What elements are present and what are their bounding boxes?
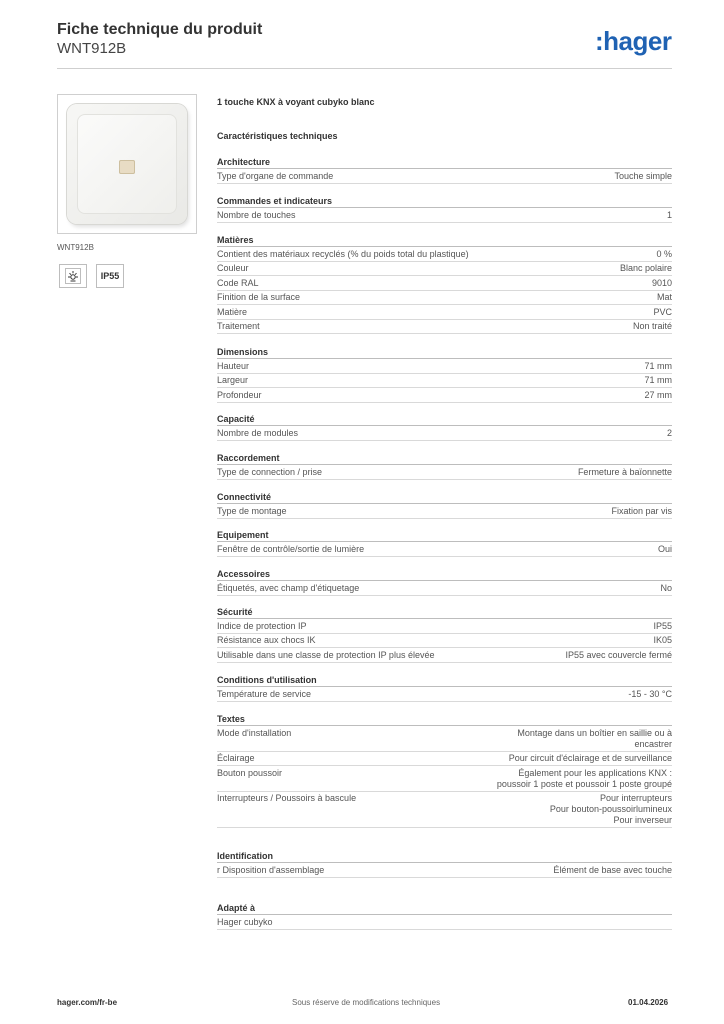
spec-section xyxy=(217,156,672,184)
spec-value: Touche simple xyxy=(614,170,672,181)
spec-value: 0 % xyxy=(656,248,672,259)
spec-section xyxy=(217,452,672,480)
switch-plate xyxy=(67,104,187,224)
spec-row xyxy=(217,619,672,634)
spec-row xyxy=(217,208,672,223)
spec-value: 1 xyxy=(666,209,672,220)
product-name: 1 touche KNX à voyant cubyko blanc xyxy=(217,97,375,107)
lamp-icon xyxy=(59,264,87,288)
spec-label: Utilisable dans une classe de protection IP plus élevée xyxy=(217,649,435,660)
footer-date: 01.04.2026 xyxy=(628,998,669,1007)
spec-row xyxy=(217,320,672,335)
spec-label: Hager cubyko xyxy=(217,916,273,927)
indicator-window xyxy=(119,160,135,174)
spec-row xyxy=(217,792,672,829)
spec-value: Élément de base avec touche xyxy=(553,864,672,875)
spec-value: 27 mm xyxy=(644,389,672,400)
spec-label: Traitement xyxy=(217,321,260,331)
spec-value: Oui xyxy=(657,543,672,554)
spec-value: Montage dans un boîtier en saillie ou à encastrer xyxy=(517,727,672,749)
spec-label: Contient des matériaux recyclés (% du poids total du plastique) xyxy=(217,248,469,259)
spec-label: Couleur xyxy=(217,263,249,273)
spec-row xyxy=(217,247,672,262)
spec-row xyxy=(217,276,672,291)
spec-section xyxy=(217,713,672,828)
spec-label: Indice de protection IP xyxy=(217,620,307,631)
spec-row xyxy=(217,915,672,930)
spec-section xyxy=(217,606,672,663)
spec-section-title: Conditions d'utilisation xyxy=(217,674,672,687)
spec-label: Étiquetés, avec champ d'étiquetage xyxy=(217,582,360,593)
spec-value: IK05 xyxy=(653,635,672,645)
spec-label: Résistance aux chocs IK xyxy=(217,635,316,645)
spec-label: Bouton poussoir xyxy=(217,767,283,778)
spec-section xyxy=(217,850,672,878)
spec-label: r Disposition d'assemblage xyxy=(217,864,325,875)
spec-row xyxy=(217,726,672,752)
spec-section xyxy=(217,346,672,403)
spec-label: Fenêtre de contrôle/sortie de lumière xyxy=(217,543,365,554)
spec-row xyxy=(217,359,672,374)
spec-section-title: Accessoires xyxy=(217,568,672,581)
spec-label: Profondeur xyxy=(217,389,262,400)
spec-value: 9010 xyxy=(651,277,672,288)
spec-label: Code RAL xyxy=(217,277,259,288)
spec-label: Matière xyxy=(217,306,248,317)
hager-logo: :hager xyxy=(595,26,672,56)
spec-section xyxy=(217,674,672,702)
footer-notice: Sous réserve de modifications techniques xyxy=(292,998,441,1007)
spec-label: Type de montage xyxy=(217,505,287,516)
spec-label: Finition de la surface xyxy=(217,292,301,302)
spec-value: Pour interrupteurs Pour bouton-poussoirlumineux Pour inverseur xyxy=(549,793,672,825)
spec-section-title: Raccordement xyxy=(217,452,672,465)
spec-row xyxy=(217,465,672,480)
spec-row xyxy=(217,262,672,277)
spec-section-title: Matières xyxy=(217,234,672,247)
spec-section xyxy=(217,568,672,596)
spec-section-title: Identification xyxy=(217,850,672,863)
spec-label: Hauteur xyxy=(217,360,250,371)
spec-row xyxy=(217,169,672,184)
spec-row xyxy=(217,581,672,596)
spec-section xyxy=(217,491,672,519)
spec-section-title: Commandes et indicateurs xyxy=(217,195,672,208)
header-divider xyxy=(57,68,672,69)
spec-row xyxy=(217,634,672,649)
spec-row xyxy=(217,291,672,306)
spec-label: Type d'organe de commande xyxy=(217,170,334,181)
spec-row xyxy=(217,504,672,519)
product-image xyxy=(57,94,197,234)
spec-value: Mat xyxy=(656,292,672,302)
spec-label: Nombre de modules xyxy=(217,427,299,438)
spec-section-title: Capacité xyxy=(217,413,672,426)
spec-label: Éclairage xyxy=(217,753,255,763)
spec-section-title: Connectivité xyxy=(217,491,672,504)
spec-label: Mode d'installation xyxy=(217,727,292,738)
spec-value: Non traité xyxy=(632,321,672,331)
spec-row xyxy=(217,648,672,663)
spec-section-title: Equipement xyxy=(217,529,672,542)
spec-row xyxy=(217,388,672,403)
spec-section-title: Sécurité xyxy=(217,606,672,619)
spec-label: Température de service xyxy=(217,688,312,699)
spec-row xyxy=(217,374,672,389)
spec-section xyxy=(217,413,672,441)
page-title: Fiche technique du produit xyxy=(57,21,263,38)
spec-value: Fermeture à baïonnette xyxy=(577,466,672,477)
spec-value: Également pour les applications KNX : poussoir 1 poste et poussoir 1 poste groupé xyxy=(496,767,672,789)
spec-section-title: Textes xyxy=(217,713,672,726)
spec-value: No xyxy=(660,582,672,593)
spec-value: 71 mm xyxy=(644,375,672,385)
spec-row xyxy=(217,766,672,792)
spec-label: Type de connection / prise xyxy=(217,466,323,477)
spec-row xyxy=(217,687,672,702)
spec-section-title: Architecture xyxy=(217,156,672,169)
characteristics-title: Caractéristiques techniques xyxy=(217,131,338,141)
spec-section xyxy=(217,902,672,930)
spec-label: Largeur xyxy=(217,375,249,385)
spec-value: 71 mm xyxy=(644,360,672,371)
spec-row xyxy=(217,752,672,767)
footer-website[interactable]: hager.com/fr-be xyxy=(57,998,118,1007)
spec-section xyxy=(217,195,672,223)
spec-value: 2 xyxy=(666,427,672,438)
product-reference: WNT912B xyxy=(57,40,127,57)
spec-value: Pour circuit d'éclairage et de surveillance xyxy=(508,753,672,763)
spec-value: IP55 xyxy=(653,620,672,631)
spec-value: -15 - 30 °C xyxy=(628,688,672,699)
spec-value: Blanc polaire xyxy=(619,263,672,273)
image-caption: WNT912B xyxy=(57,243,94,252)
spec-section xyxy=(217,234,672,334)
spec-label: Interrupteurs / Poussoirs à bascule xyxy=(217,793,357,803)
switch-rocker xyxy=(77,114,177,214)
spec-row xyxy=(217,863,672,878)
spec-label: Nombre de touches xyxy=(217,209,296,220)
spec-row xyxy=(217,542,672,557)
spec-section-title: Adapté à xyxy=(217,902,672,915)
spec-value: Fixation par vis xyxy=(611,505,672,516)
spec-value: IP55 avec couvercle fermé xyxy=(565,649,672,660)
spec-value: PVC xyxy=(653,306,672,317)
ip55-badge: IP55 xyxy=(96,264,124,288)
spec-section xyxy=(217,529,672,557)
spec-row xyxy=(217,426,672,441)
spec-section-title: Dimensions xyxy=(217,346,672,359)
spec-row xyxy=(217,305,672,320)
